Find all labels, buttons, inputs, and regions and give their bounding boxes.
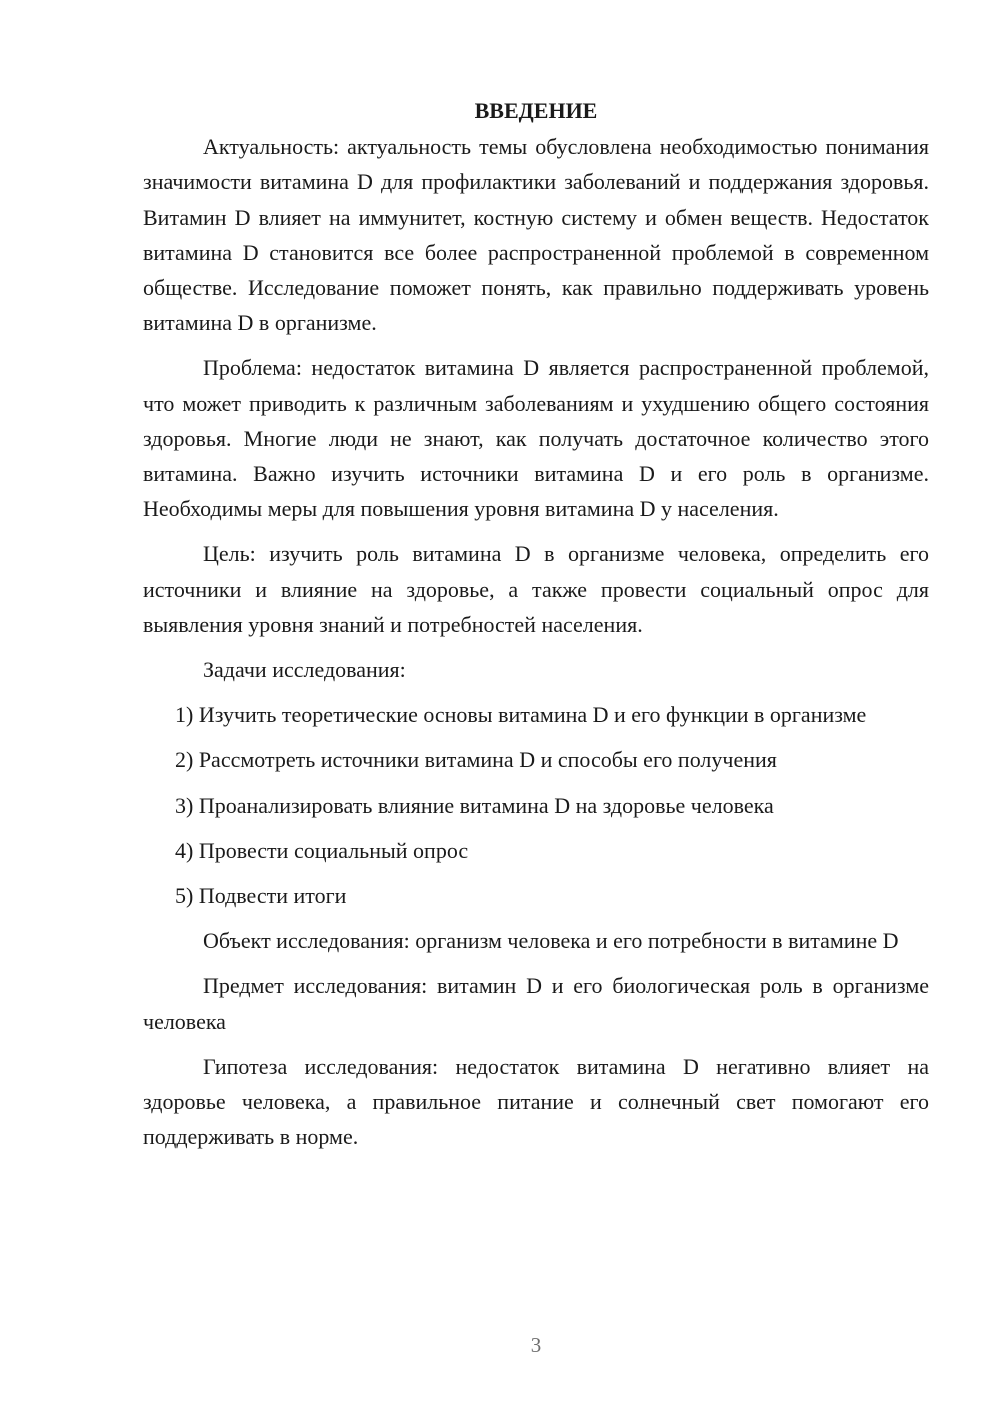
paragraph-hypothesis: Гипотеза исследования: недостаток витамина D негативно влияет на здоровье человека, а правильное питание и солнечный свет помогают его поддерживать в норме. <box>143 1053 929 1150</box>
paragraph-relevance: Актуальность: актуальность темы обусловлена необходимостью понимания значимости витамина D для профилактики заболеваний и поддержания здоровья. Витамин D влияет на иммунитет, костную систему и обмен веществ. Недостаток витамина D становится все более распространенной проблемой в современном обществе. Исследование поможет понять, как правильно поддерживать уровень витамина D в организме. <box>143 134 929 336</box>
page-content <box>143 93 929 1164</box>
task-item: 2) Рассмотреть источники витамина D и способы его получения <box>175 747 777 773</box>
paragraph-goal: Цель: изучить роль витамина D в организме человека, определить его источники и влияние на здоровье, а также провести социальный опрос для выявления уровня знаний и потребностей населения. <box>143 541 929 637</box>
task-item: 1) Изучить теоретические основы витамина D и его функции в организме <box>175 702 867 728</box>
paragraph-subject: Предмет исследования: витамин D и его биологическая роль в организме человека <box>143 973 929 1034</box>
tasks-heading: Задачи исследования: <box>203 657 406 683</box>
page-title: ВВЕДЕНИЕ <box>474 98 598 123</box>
page-number: 3 <box>530 1333 542 1357</box>
paragraph-object: Объект исследования: организм человека и его потребности в витамине D <box>203 928 899 954</box>
paragraph-problem: Проблема: недостаток витамина D является распространенной проблемой, что может приводить к различным заболеваниям и ухудшению общего состояния здоровья. Многие люди не знают, как получать достаточное количество этого витамина. Важно изучить источники витамина D и его роль в организме. Необходимы меры для повышения уровня витамина D у населения. <box>143 355 929 522</box>
task-item: 3) Проанализировать влияние витамина D на здоровье человека <box>175 792 774 818</box>
task-item: 5) Подвести итоги <box>175 883 347 909</box>
task-item: 4) Провести социальный опрос <box>175 837 469 863</box>
